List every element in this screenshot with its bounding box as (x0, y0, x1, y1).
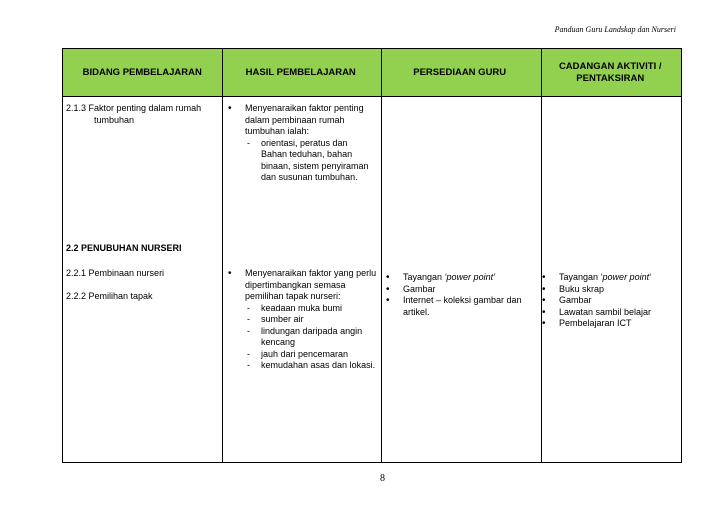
topic-2-2-1: 2.2.1 Pembinaan nurseri (66, 268, 165, 278)
list-item: • Internet – koleksi gambar dan artikel. (383, 295, 533, 318)
topic-title: 2.1.3 Faktor penting dalam rumah (66, 103, 202, 113)
outcome-bullet (225, 103, 375, 184)
outcome-subitem: - kemudahan asas dan lokasi. (245, 360, 377, 372)
outcome-2-2 (225, 268, 377, 372)
list-item-emphasis: ‘power point’ (444, 272, 496, 282)
outcome-subitem: - lindungan daripada angin kencang (245, 326, 377, 349)
list-item: • Gambar (539, 295, 679, 307)
outcome-subitem: - keadaan muka bumi (245, 303, 377, 315)
outcome-subitem: - orientasi, peratus dan Bahan teduhan, bahan binaan, sistem penyiraman dan susunan tumbuhan. (245, 138, 375, 184)
outcome-subitem: - jauh dari pencemaran (245, 349, 377, 361)
column-divider (381, 49, 382, 462)
table-header-row (63, 49, 681, 97)
activities-list (539, 272, 679, 330)
page-number: 8 (380, 473, 385, 484)
list-item (383, 272, 533, 284)
topic-2-1-3 (66, 103, 220, 126)
outcome-bullet (225, 268, 377, 372)
list-item: • Pembelajaran ICT (539, 318, 679, 330)
running-header: Panduan Guru Landskap dan Nurseri (554, 25, 676, 34)
list-item-emphasis: power point (602, 272, 650, 282)
topic-2-2-2: 2.2.2 Pemilihan tapak (66, 290, 153, 301)
curriculum-table (62, 48, 682, 463)
column-divider (541, 49, 542, 462)
header-bidang: BIDANG PEMBELAJARAN (82, 66, 202, 78)
teacher-prep-list (383, 272, 533, 318)
topic-title-continued: tumbuhan (94, 114, 135, 125)
list-item: • Gambar (383, 284, 533, 296)
list-item (539, 272, 679, 284)
list-item-text: Tayangan (403, 272, 445, 282)
header-cadangan: CADANGAN AKTIVITI / PENTAKSIRAN (558, 61, 662, 84)
list-item: • Lawatan sambil belajar (539, 307, 679, 319)
header-hasil: HASIL PEMBELAJARAN (245, 66, 356, 78)
topics-2-2 (66, 268, 220, 302)
list-item: • Buku skrap (539, 284, 679, 296)
section-title: 2.2 PENUBUHAN NURSERI (66, 243, 182, 253)
list-item-text: ’ (649, 272, 652, 282)
outcome-2-1-3 (225, 103, 375, 184)
header-persediaan: PERSEDIAAN GURU (413, 66, 507, 78)
outcome-intro: Menyenaraikan faktor yang perlu dipertimbangkan semasa pemilihan tapak nurseri: (245, 268, 377, 301)
outcome-intro: Menyenaraikan faktor penting dalam pembinaan rumah tumbuhan ialah: (245, 103, 364, 136)
column-divider (222, 49, 223, 462)
outcome-subitem: - sumber air (245, 314, 377, 326)
list-item-text: Tayangan ‘ (559, 272, 603, 282)
